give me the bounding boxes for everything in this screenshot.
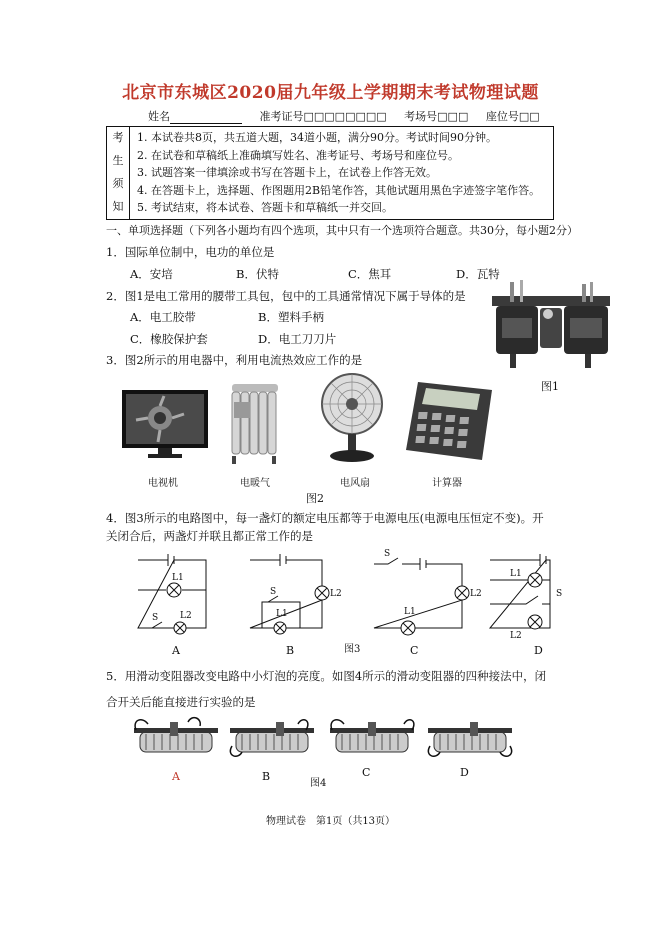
circuit-a (138, 554, 206, 634)
question-5-stem-line2: 合开关后能直接进行实验的是 (106, 695, 256, 709)
notice-item: 4. 在答题卡上，选择题、作图题用2B铅笔作答，其他试题用黑色字迹签字笔作答。 (137, 183, 541, 197)
caption-tv: 电视机 (148, 478, 178, 489)
rheostat-c (330, 720, 414, 752)
notice-char: 知 (112, 200, 124, 213)
circuit-b-s: S (270, 587, 277, 597)
heater-image (226, 380, 284, 466)
caption-heater: 电暖气 (240, 478, 270, 489)
rheostat-d (428, 722, 512, 756)
circuit-c-l2: L2 (470, 589, 482, 599)
circuit-label-d: D (534, 644, 543, 657)
name-label: 姓名 (148, 110, 170, 123)
rheostat-images (132, 716, 512, 768)
notice-char: 生 (112, 154, 124, 167)
notice-list (137, 129, 540, 217)
question-4-stem-line2: 关闭合后，两盏灯并联且都正常工作的是 (106, 529, 313, 543)
q2-option-b: B．塑料手柄 (258, 310, 324, 324)
circuit-a-l1: L1 (172, 573, 184, 583)
notice-item: 1. 本试卷共8页，共五道大题，34道小题，满分90分。考试时间90分钟。 (137, 131, 497, 144)
circuit-d-l1: L1 (510, 569, 522, 579)
room-label: 考场号□□□ (404, 110, 469, 123)
circuit-label-b: B (286, 644, 295, 657)
caption-calculator: 计算器 (432, 478, 462, 489)
notice-item: 5. 考试结束，将本试卷、答题卡和草稿纸一并交回。 (137, 201, 393, 214)
rheostat-label-a: A (172, 770, 180, 783)
figure-2-caption: 图2 (306, 492, 324, 505)
seat-label: 座位号□□ (485, 110, 540, 123)
circuit-a-l2: L2 (180, 611, 192, 621)
rheostat-a (134, 718, 218, 752)
calculator-image (404, 380, 494, 462)
circuit-b-l1: L1 (276, 609, 288, 619)
circuit-d (490, 554, 550, 629)
q1-option-d: D．瓦特 (456, 267, 500, 281)
circuit-b (250, 554, 329, 634)
question-4-stem-line1: 4．图3所示的电路图中，每一盏灯的额定电压都等于电源电压(电源电压恒定不变)。开 (106, 511, 544, 525)
caption-fan: 电风扇 (340, 478, 370, 489)
notice-char: 考 (112, 131, 124, 144)
rheostat-label-b: B (262, 770, 271, 783)
q1-option-b: B．伏特 (236, 267, 279, 281)
tool-belt-image (490, 278, 612, 373)
notice-char: 须 (112, 177, 124, 190)
circuit-label-a: A (172, 644, 180, 657)
q1-option-c: C．焦耳 (348, 267, 392, 281)
rheostat-label-c: C (362, 766, 371, 779)
circuit-label-c: C (410, 644, 419, 657)
circuit-b-l2: L2 (330, 589, 342, 599)
notice-box (106, 126, 554, 220)
notice-item: 3. 试题答案一律填涂或书写在答题卡上，在试卷上作答无效。 (137, 166, 437, 179)
section-heading: 一、单项选择题（下列各小题均有四个选项，其中只有一个选项符合题意。共30分，每小题2分） (106, 224, 578, 237)
question-1-stem: 1．国际单位制中，电功的单位是 (106, 245, 275, 259)
circuit-diagrams (130, 546, 563, 642)
q2-option-d: D．电工刀刀片 (258, 332, 337, 346)
question-3-stem: 3．图2所示的用电器中，利用电流热效应工作的是 (106, 353, 363, 367)
circuit-c-l1: L1 (404, 607, 416, 617)
q2-option-c: C．橡胶保护套 (130, 332, 208, 346)
rheostat-label-d: D (460, 766, 469, 779)
circuit-c-s: S (384, 549, 391, 559)
exam-id-label: 准考证号□□□□□□□□ (259, 110, 387, 123)
name-blank (170, 112, 242, 124)
tv-image (120, 388, 210, 460)
circuit-d-l2: L2 (510, 631, 522, 641)
figure-4-caption: 图4 (310, 778, 327, 789)
q2-option-a: A．电工胶带 (130, 310, 196, 324)
page-footer: 物理试卷 第1页（共13页） (265, 816, 396, 827)
notice-item: 2. 在试卷和草稿纸上准确填写姓名、准考证号、考场号和座位号。 (137, 148, 459, 162)
candidate-info-line (148, 108, 554, 124)
question-5-stem-line1: 5．用滑动变阻器改变电路中小灯泡的亮度。如图4所示的滑动变阻器的四种接法中，闭 (106, 669, 547, 683)
circuit-c (374, 558, 469, 635)
page-title: 北京市东城区2020届九年级上学期期末考试物理试题 (122, 83, 539, 103)
rheostat-b (230, 720, 314, 757)
notice-label (107, 127, 130, 219)
circuit-a-s: S (152, 613, 159, 623)
q1-option-a: A．安培 (130, 267, 173, 281)
fan-image (320, 372, 384, 466)
question-2-stem: 2．图1是电工常用的腰带工具包，包中的工具通常情况下属于导体的是 (106, 289, 466, 303)
circuit-d-s: S (556, 589, 563, 599)
figure-3-caption: 图3 (344, 644, 361, 655)
figure-1-caption: 图1 (541, 380, 559, 393)
